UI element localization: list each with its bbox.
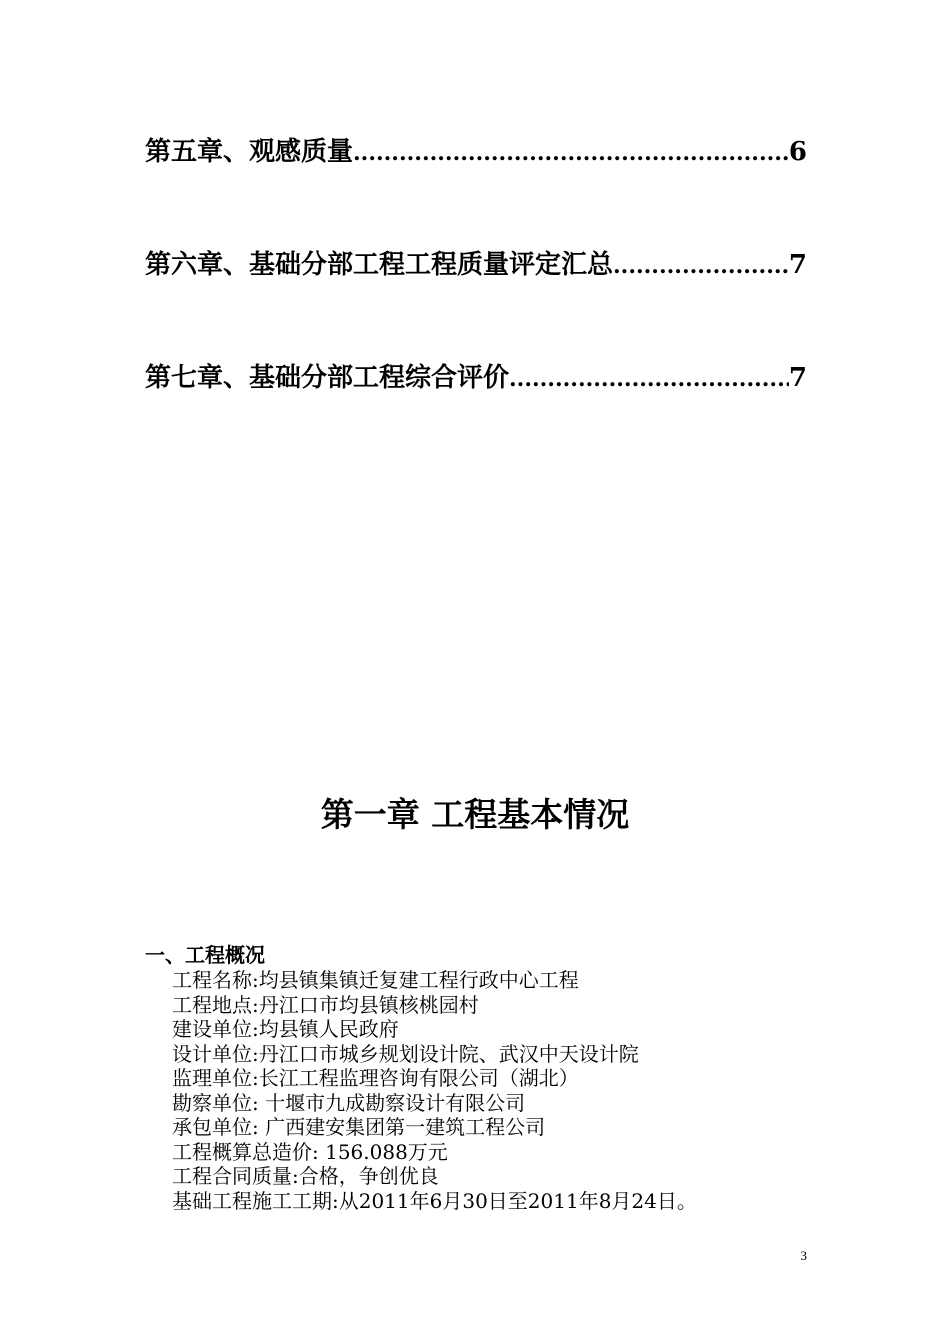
page-number: 3 xyxy=(800,1248,807,1263)
chapter-title: 第一章 工程基本情况 xyxy=(320,795,630,834)
budget-line: 工程概算总造价: 156.088万元 xyxy=(172,1139,448,1164)
design-unit-line: 设计单位:丹江口市城乡规划设计院、武汉中天设计院 xyxy=(172,1041,639,1066)
contractor-line: 承包单位: 广西建安集团第一建筑工程公司 xyxy=(172,1115,546,1139)
toc-dot-leader xyxy=(613,249,789,283)
toc-entry-page: 7 xyxy=(788,250,807,280)
toc-dot-leader xyxy=(509,362,789,396)
survey-unit-line: 勘察单位: 十堰市九成勘察设计有限公司 xyxy=(172,1090,526,1115)
quality-target-line: 工程合同质量:合格，争创优良 xyxy=(172,1164,439,1188)
toc-entry-title: 第五章、观感质量 xyxy=(145,137,354,167)
supervision-unit-line: 监理单位:长江工程监理咨询有限公司（湖北） xyxy=(172,1066,579,1090)
construction-period-line: 基础工程施工工期:从2011年6月30日至2011年8月24日。 xyxy=(172,1188,697,1213)
project-location-line: 工程地点:丹江口市均县镇核桃园村 xyxy=(172,992,479,1017)
project-name-line: 工程名称:均县镇集镇迁复建工程行政中心工程 xyxy=(172,968,579,992)
toc-dot-leader xyxy=(353,136,789,170)
toc-entry-chapter-6[interactable] xyxy=(145,248,807,282)
owner-unit-line: 建设单位:均县镇人民政府 xyxy=(172,1017,399,1041)
section-heading: 一、工程概况 xyxy=(145,943,265,967)
toc-entry-title: 第七章、基础分部工程综合评价 xyxy=(145,363,510,393)
toc-entry-page: 7 xyxy=(788,363,807,393)
toc-entry-page: 6 xyxy=(788,137,807,167)
project-info-list xyxy=(172,968,697,1213)
toc-entry-chapter-7[interactable] xyxy=(145,361,807,395)
toc-entry-chapter-5[interactable] xyxy=(145,135,807,169)
toc-entry-title: 第六章、基础分部工程工程质量评定汇总 xyxy=(145,250,614,280)
